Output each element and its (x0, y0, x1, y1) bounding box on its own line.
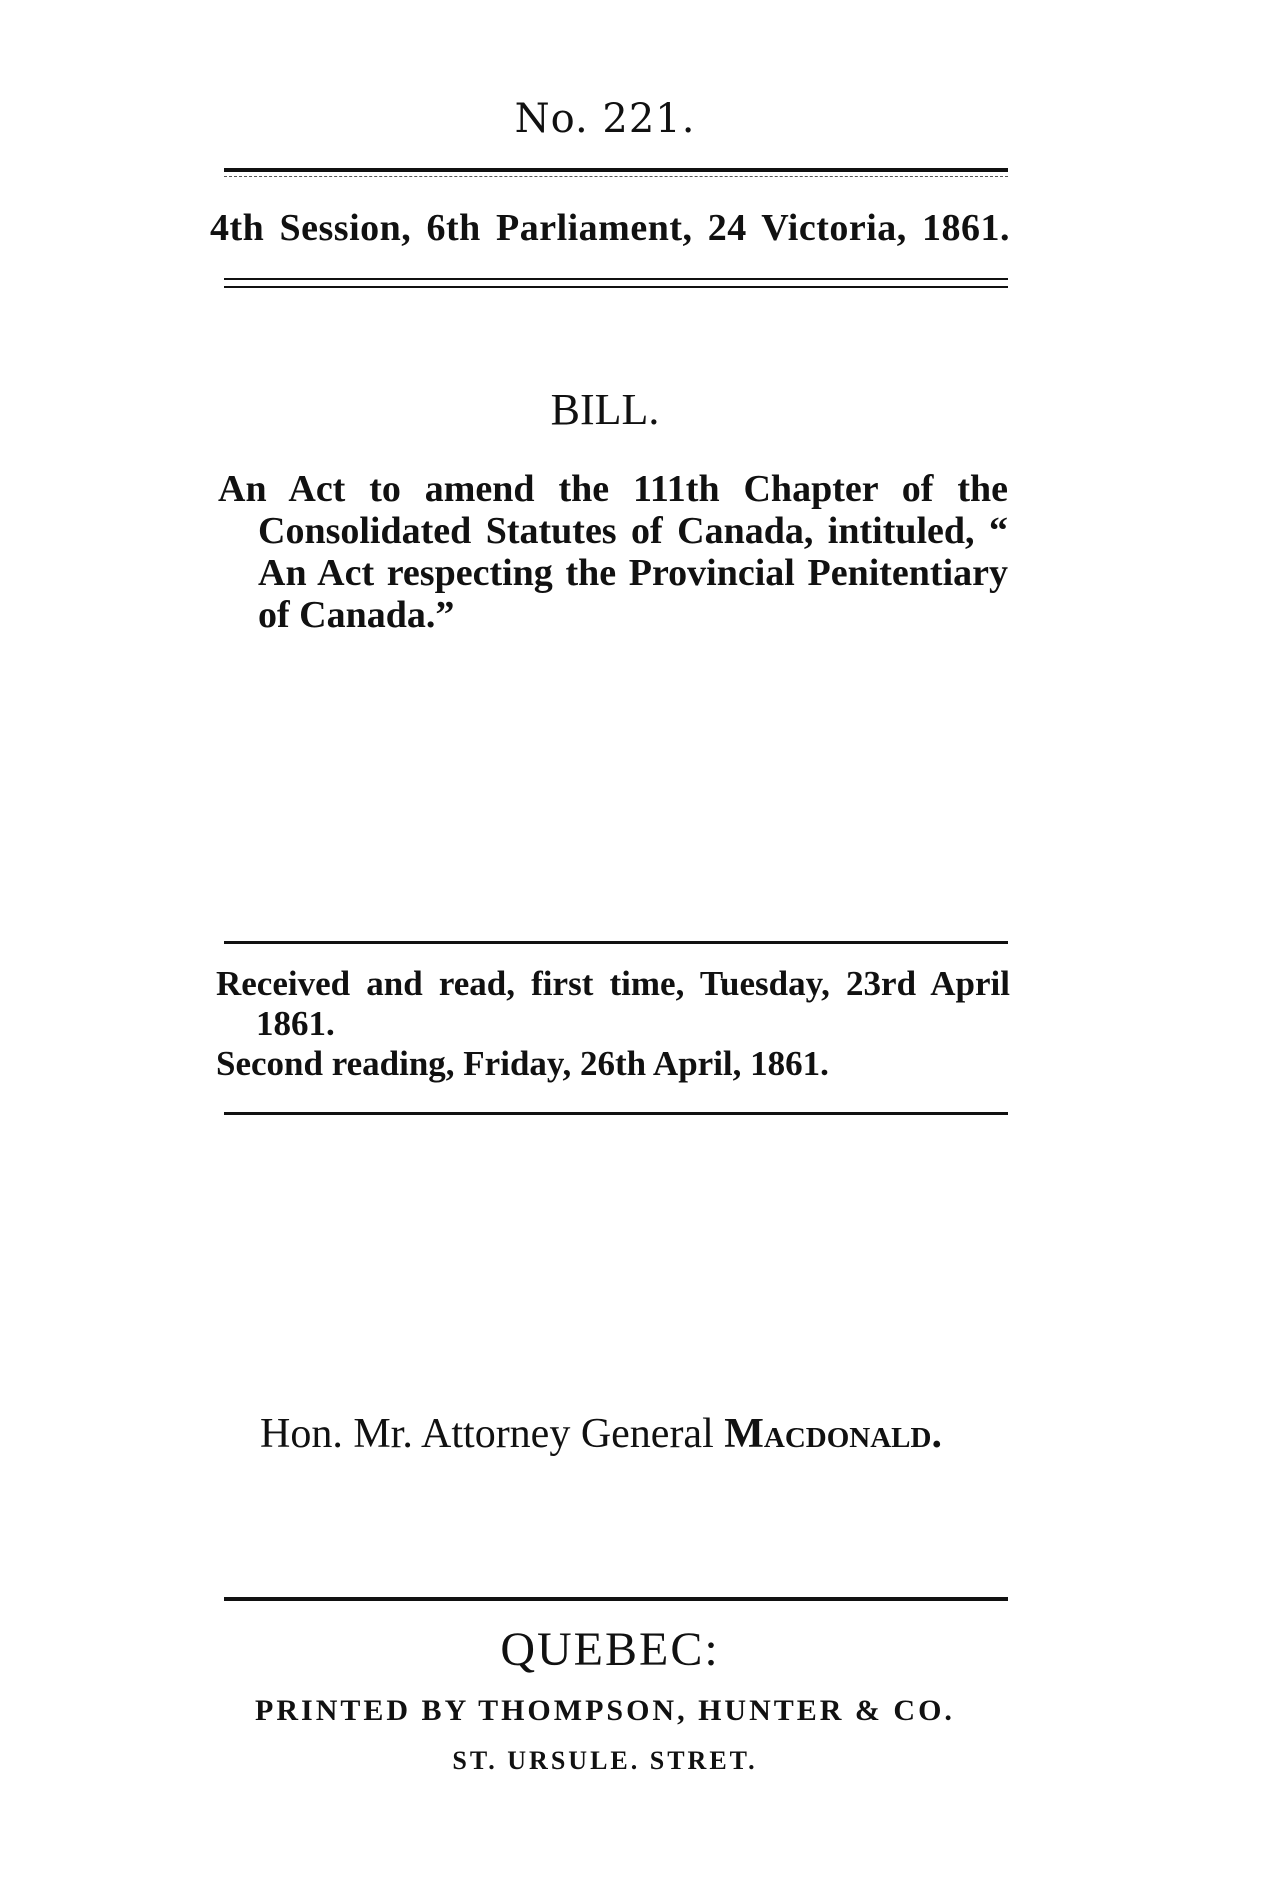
place-of-printing: QUEBEC: (500, 1623, 720, 1676)
readings-rule-bottom (224, 1112, 1008, 1115)
sponsor-name: Macdonald. (724, 1411, 942, 1457)
bill-number: No. 221. (514, 96, 696, 142)
bill-heading: BILL. (550, 385, 660, 434)
second-reading: Second reading, Friday, 26th April, 1861. (216, 1044, 829, 1083)
top-rule-dashed (224, 176, 1008, 177)
readings-rule-top (224, 941, 1008, 944)
first-reading: Received and read, first time, Tuesday, 23rd April 1861. (216, 964, 1010, 1043)
sponsor-line (260, 1410, 1020, 1458)
sponsor-prefix: Hon. Mr. Attorney General (260, 1411, 714, 1457)
double-rule-lower (224, 286, 1008, 288)
session-line: 4th Session, 6th Parliament, 24 Victoria, 1861. (210, 207, 1010, 249)
readings-block (216, 964, 1010, 1084)
imprint-rule (224, 1597, 1008, 1601)
printer-line: PRINTED BY THOMPSON, HUNTER & CO. (255, 1694, 955, 1727)
top-rule (224, 168, 1008, 172)
act-title: An Act to amend the 111th Chapter of the Consolidated Statutes of Canada, intituled, “ An Act respecting the Provincial Penitentiary of Canada.” (218, 468, 1008, 636)
street-line: ST. URSULE. STRET. (452, 1746, 758, 1775)
double-rule-upper (224, 278, 1008, 280)
